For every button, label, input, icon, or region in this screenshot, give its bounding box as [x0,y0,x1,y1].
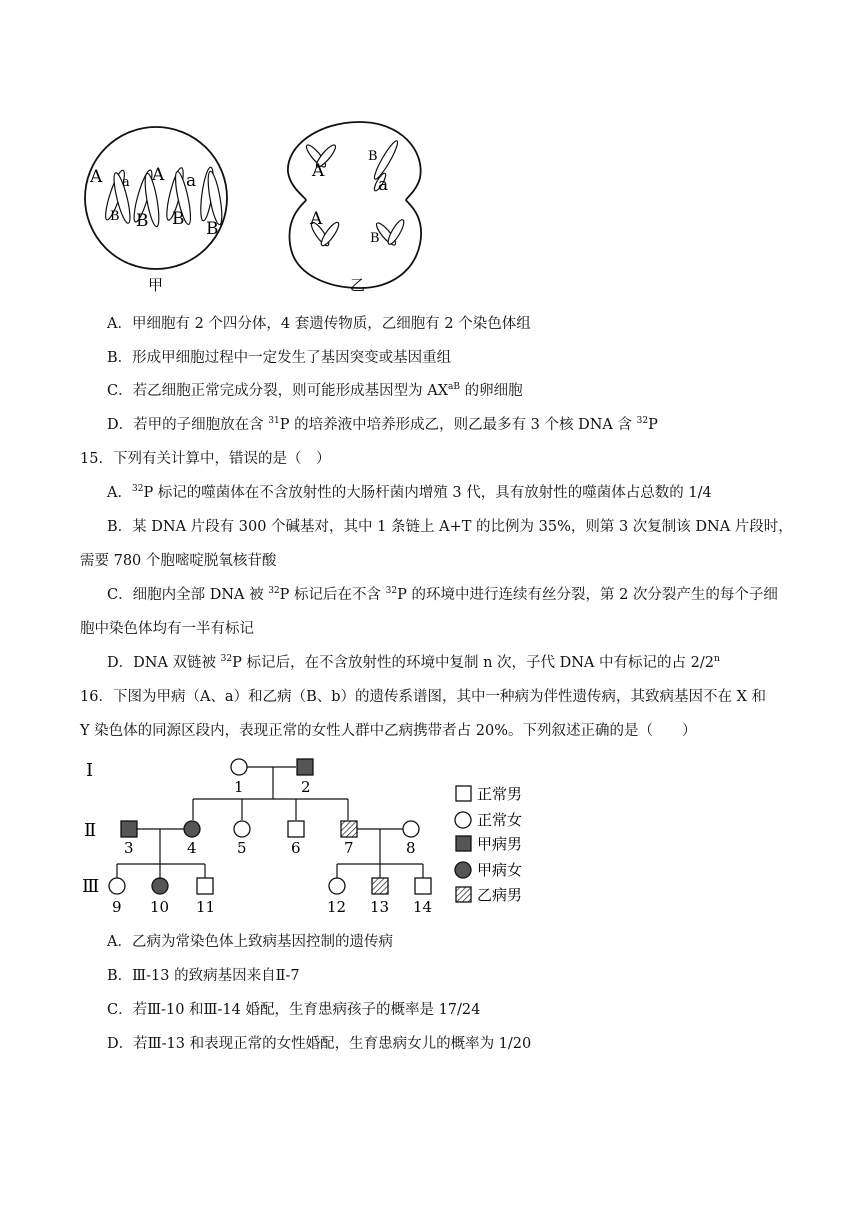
individual-12 [329,878,345,894]
individual-11-number: 11 [196,898,216,916]
pedigree-chart [80,752,550,924]
individual-1-number: 1 [234,778,244,796]
legend-disease-a-male-symbol [456,836,471,851]
individual-2 [297,759,313,775]
individual-7 [341,821,357,837]
cell-yi-label-5: B [370,231,380,246]
cell-yi-label-1: A [312,161,325,181]
legend-disease-a-female: 甲病女 [477,861,523,879]
individual-3 [121,821,137,837]
q15-option-c-line2: 胞中染色体均有一半有标记 [80,621,254,637]
individual-5 [234,821,250,837]
q16-option-b: B．Ⅲ-13 的致病基因来自Ⅱ-7 [107,968,300,984]
q15-stem: 15．下列有关计算中，错误的是（ ） [80,451,331,467]
individual-4 [184,821,200,837]
generation-3-label: Ⅲ [82,876,100,897]
generation-1-label: Ⅰ [86,760,94,781]
q14-option-d: D．若甲的子细胞放在含 $^{31}$P 的培养液中培养形成乙，则乙最多有 3 个核 DNA 含 $^{32}$P [107,416,658,433]
q14-option-c: C．若乙细胞正常完成分裂，则可能形成基因型为 $AX^{aB}$ 的卵细胞 [107,382,523,399]
individual-2-number: 2 [301,778,311,796]
individual-9-number: 9 [112,898,122,916]
cell-jia-label-7: B [172,209,185,229]
individual-3-number: 3 [124,839,134,857]
legend-normal-male: 正常男 [477,785,523,803]
individual-11 [197,878,213,894]
individual-6-number: 6 [291,839,301,857]
cell-jia-label-3: A [152,165,165,185]
q15-option-b-line1: B．某 DNA 片段有 300 个碱基对，其中 1 条链上 A+T 的比例为 35%，则第 3 次复制该 DNA 片段时， [107,519,793,535]
individual-13-number: 13 [370,898,390,916]
legend-disease-b-male: 乙病男 [477,886,523,904]
legend-disease-a-male: 甲病男 [477,835,523,853]
q14-option-a: A．甲细胞有 2 个四分体，4 套遗传物质，乙细胞有 2 个染色体组 [107,316,531,332]
cell-jia-label-1: A [90,167,103,187]
cell-yi-label-2: B [368,149,378,164]
individual-8-number: 8 [406,839,416,857]
q16-stem-line1: 16．下图为甲病（A、a）和乙病（B、b）的遗传系谱图，其中一种病为伴性遗传病，其致病基因不在 X 和 [80,689,767,705]
individual-8 [403,821,419,837]
cell-yi-label-4: A [310,209,323,229]
individual-14 [415,878,431,894]
q16-stem-line2: Y 染色体的同源区段内，表现正常的女性人群中乙病携带者占 20%。下列叙述正确的是（ ） [80,723,697,739]
cell-jia-label-5: B [110,209,120,224]
individual-4-number: 4 [187,839,197,857]
individual-14-number: 14 [413,898,433,916]
individual-9 [109,878,125,894]
individual-1 [231,759,247,775]
cell-jia-label-8: B [206,219,219,239]
cell-jia-label-6: B [136,211,149,231]
legend-normal-female-symbol [455,812,471,828]
individual-6 [288,821,304,837]
legend-normal-male-symbol [456,786,471,801]
cell-jia-label-2: a [122,175,130,190]
q16-option-d: D．若Ⅲ-13 和表现正常的女性婚配，生育患病女儿的概率为 1/20 [107,1036,532,1052]
individual-7-number: 7 [344,839,354,857]
cell-yi-caption: 乙 [350,276,366,294]
generation-2-label: Ⅱ [84,820,97,841]
legend-normal-female: 正常女 [477,811,523,829]
q15-option-d: D．DNA 双链被 $^{32}$P 标记后，在不含放射性的环境中复制 n 次，子代 DNA 中有标记的占 2/2$^n$ [107,654,720,671]
individual-12-number: 12 [327,898,347,916]
q16-option-a: A．乙病为常染色体上致病基因控制的遗传病 [107,934,393,950]
legend-disease-a-female-symbol [455,862,471,878]
q15-option-c-line1: C．细胞内全部 DNA 被 $^{32}$P 标记后在不含 $^{32}$P 的环境中进行连续有丝分裂，第 2 次分裂产生的每个子细 [107,586,778,603]
q14-option-b: B．形成甲细胞过程中一定发生了基因突变或基因重组 [107,350,452,366]
individual-10 [152,878,168,894]
cell-yi-label-3: a [378,175,389,195]
cell-jia-caption: 甲 [148,276,164,294]
q16-option-c: C．若Ⅲ-10 和Ⅲ-14 婚配，生育患病孩子的概率是 17/24 [107,1002,481,1018]
individual-5-number: 5 [237,839,247,857]
q15-option-b-line2: 需要 780 个胞嘧啶脱氧核苷酸 [80,553,277,569]
cell-division-figure [80,110,440,300]
q15-option-a: A．$^{32}$P 标记的噬菌体在不含放射性的大肠杆菌内增殖 3 代，具有放射性的噬菌体占总数的 1/4 [107,484,712,501]
individual-10-number: 10 [150,898,170,916]
legend-disease-b-male-symbol [456,887,471,902]
individual-13 [372,878,388,894]
cell-jia-label-4: a [186,171,197,191]
